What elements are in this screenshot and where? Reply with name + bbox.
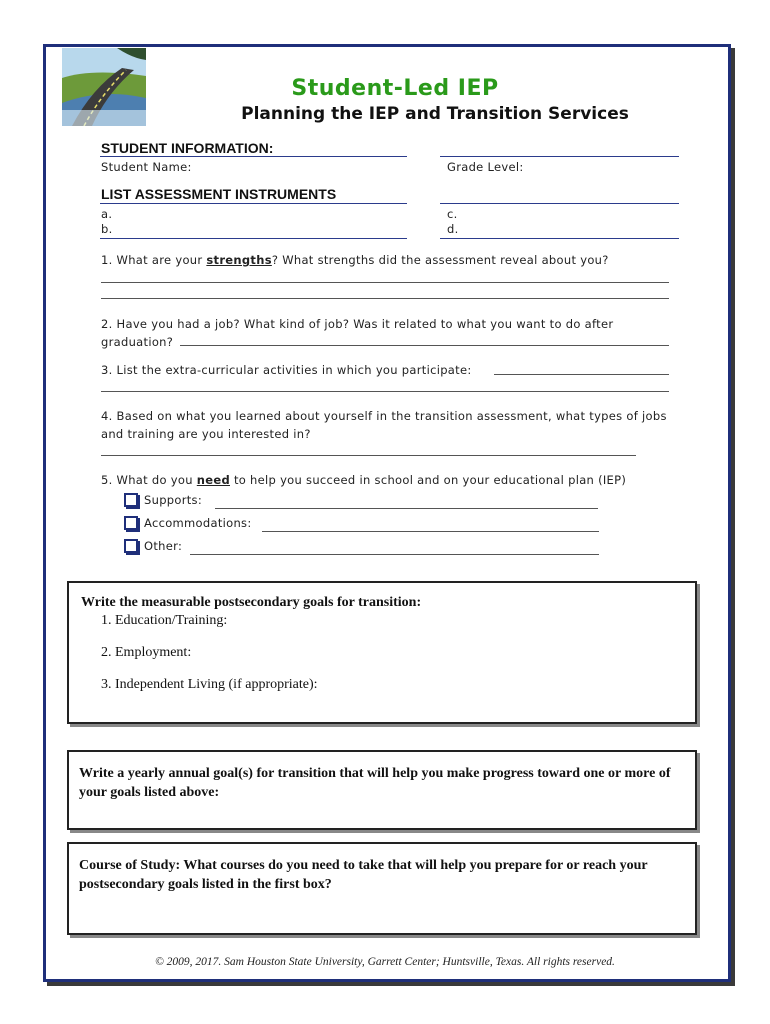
assessments-bottom-rule-right [440, 238, 679, 239]
employment-item: 2. Employment: [101, 645, 192, 660]
assessment-c-label: c. [447, 207, 458, 221]
other-checkbox[interactable] [124, 539, 138, 553]
question-3: 3. List the extra-curricular activities in which you participate: [101, 363, 472, 377]
supports-label: Supports: [144, 493, 203, 507]
q1-answer-line-2[interactable] [101, 298, 669, 299]
accommodations-row [124, 516, 252, 530]
question-2: 2. Have you had a job? What kind of job? Was it related to what you want to do after graduation? [101, 317, 614, 349]
assessments-rule-left [100, 203, 407, 204]
q1-answer-line-1[interactable] [101, 282, 669, 283]
accommodations-checkbox[interactable] [124, 516, 138, 530]
page-subtitle: Planning the IEP and Transition Services [241, 104, 629, 124]
page-title: Student-Led IEP [291, 76, 499, 101]
strengths-emphasis: strengths [206, 253, 272, 267]
assessments-heading: LIST ASSESSMENT INSTRUMENTS [101, 186, 337, 202]
road-logo-image [62, 48, 146, 126]
course-of-study-heading: Course of Study: What courses do you need to take that will help you prepare for or reach your postsecondary goals listed in the first box? [79, 858, 648, 892]
assessment-a-label: a. [101, 207, 113, 221]
annual-goal-box[interactable] [67, 750, 697, 830]
postsecondary-goals-heading: Write the measurable postsecondary goals for transition: [81, 595, 422, 610]
question-5: 5. What do you need to help you succeed in school and on your educational plan (IEP) [101, 473, 627, 487]
supports-checkbox[interactable] [124, 493, 138, 507]
independent-living-item: 3. Independent Living (if appropriate): [101, 677, 318, 692]
accommodations-answer-line[interactable] [262, 531, 599, 532]
other-row [124, 539, 182, 553]
supports-answer-line[interactable] [215, 508, 598, 509]
assessment-b-label: b. [101, 222, 113, 236]
course-of-study-box[interactable] [67, 842, 697, 935]
q2-answer-line[interactable] [180, 345, 669, 346]
q4-answer-line[interactable] [101, 455, 636, 456]
other-answer-line[interactable] [190, 554, 599, 555]
postsecondary-goals-box[interactable] [67, 581, 697, 724]
supports-row [124, 493, 202, 507]
question-4: 4. Based on what you learned about yourself in the transition assessment, what types of jobs and training are you interested in? [101, 409, 667, 441]
assessments-bottom-rule-left [100, 238, 407, 239]
assessment-d-label: d. [447, 222, 459, 236]
q3-answer-line-2[interactable] [101, 391, 669, 392]
student-info-rule-right [440, 156, 679, 157]
student-info-heading: STUDENT INFORMATION: [101, 140, 274, 156]
copyright-footer: © 2009, 2017. Sam Houston State University, Garrett Center; Huntsville, Texas. All rights reserved. [155, 956, 615, 968]
education-training-item: 1. Education/Training: [101, 613, 228, 628]
other-label: Other: [144, 539, 183, 553]
q3-answer-line-1[interactable] [494, 374, 669, 375]
student-info-rule-left [100, 156, 407, 157]
student-name-label: Student Name: [101, 160, 192, 174]
need-emphasis: need [196, 473, 230, 487]
question-1: 1. What are your strengths? What strengths did the assessment reveal about you? [101, 253, 609, 267]
assessments-rule-right [440, 203, 679, 204]
annual-goal-heading: Write a yearly annual goal(s) for transition that will help you make progress toward one or more of your goals listed above: [79, 766, 671, 800]
accommodations-label: Accommodations: [144, 516, 252, 530]
grade-level-label: Grade Level: [447, 160, 524, 174]
